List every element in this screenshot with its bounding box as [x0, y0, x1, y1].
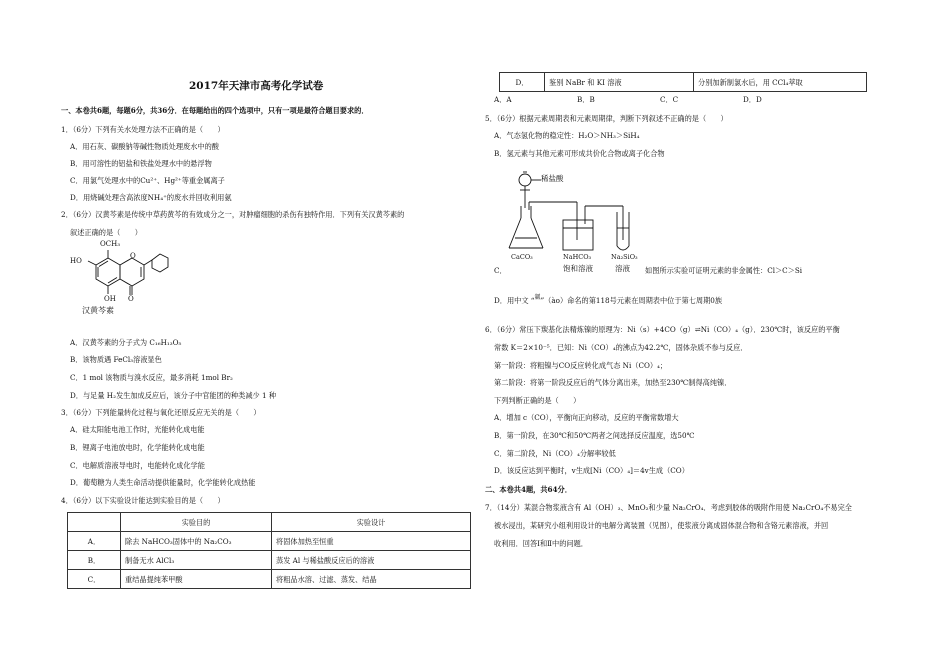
q3-option-a: A．硅太阳能电池工作时，光能转化成电能 [70, 425, 205, 434]
table-row [500, 73, 867, 92]
q3-option-d: D．葡萄糖为人类生命活动提供能量时，化学能转化成热能 [70, 478, 256, 487]
q3-stem: 3．（6分）下列能量转化过程与氧化还原反应无关的是（ ） [61, 408, 261, 417]
q6-judge: 下列判断正确的是（ ） [494, 396, 581, 405]
table-cell: A． [68, 532, 121, 551]
table-cell: 制备无水 AlCl₃ [121, 551, 272, 570]
q6-stem-cont: 常数 K＝2×10⁻⁵．已知：Ni（CO）₄的沸点为42.2℃，固体杂质不参与反应． [494, 343, 748, 352]
q3-option-b: B．锂离子电池放电时，化学能转化成电能 [70, 443, 205, 452]
q2-stem: 2．（6分）汉黄芩素是传统中草药黄芩的有效成分之一，对肿瘤细胞的杀伤有独特作用．下列有关汉黄芩素的 [61, 210, 405, 219]
section-1-heading: 一、本卷共6题，每题6分，共36分．在每题给出的四个选项中，只有一项是最符合题目要求的． [61, 106, 369, 115]
q4-stem: 4．（6分）以下实验设计能达到实验目的是（ ） [61, 496, 225, 505]
section-2-heading: 二、本卷共4题，共64分． [485, 485, 572, 494]
q7-line-1: 7．（14分）某混合物浆液含有 Al（OH）₃、MnO₂和少量 Na₂CrO₄．考虑到胶体的吸附作用使 Na₂CrO₄不易完全 [485, 503, 852, 512]
q6-option-a: A．增加 c（CO），平衡向正向移动，反应的平衡常数增大 [494, 413, 679, 422]
q7-line-2: 被水浸出，某研究小组利用设计的电解分离装置（见图），使浆液分离成固体混合物和含铬元素溶液，并回 [494, 521, 829, 530]
table-row [68, 570, 471, 589]
table-cell: D． [500, 73, 545, 92]
table-header-cell: 实验目的 [121, 513, 272, 532]
apparatus-svg [505, 166, 645, 278]
q2-option-a: A．汉黄芩素的分子式为 C₁₆H₁₃O₅ [70, 338, 182, 347]
table-cell: 将粗品水溶、过滤、蒸发、结晶 [272, 570, 471, 589]
q6-stem: 6．（6分）常压下羰基化法精炼镍的原理为：Ni（s）+4CO（g）⇌Ni（CO）₄（g）．230℃时，该反应的平衡 [485, 325, 840, 334]
struct-ho-label: HO [70, 257, 82, 265]
q1-option-c: C．用氯气处理水中的Cu²⁺、Hg²⁺等重金属离子 [70, 176, 225, 185]
q5-option-c-label: C． [494, 266, 507, 275]
q6-option-c: C．第二阶段，Ni（CO）₄分解率较低 [494, 449, 616, 458]
q3-option-c: C．电解质溶液导电时，电能转化成化学能 [70, 461, 205, 470]
q1-option-a: A．用石灰、碳酸钠等碱性物质处理废水中的酸 [70, 142, 219, 151]
fig-solution-label: 溶液 [615, 264, 630, 273]
table-header-cell [68, 513, 121, 532]
q4-table [67, 512, 471, 589]
q4-option-c: C．C [660, 95, 679, 104]
q1-option-b: B．用可溶性的铝盐和铁盐处理水中的悬浮物 [70, 159, 212, 168]
table-cell: 分别加新制氯水后，用 CCl₄萃取 [694, 73, 867, 92]
q2-option-c: C．1 mol 该物质与溴水反应，最多消耗 1mol Br₂ [70, 373, 233, 382]
q2-stem-cont: 叙述正确的是（ ） [70, 228, 142, 237]
fig-saturated-label: 饱和溶液 [563, 264, 593, 273]
q5-option-d-part1: D．用中文 “ [494, 296, 535, 305]
q4-option-d: D．D [743, 95, 762, 104]
table-row [68, 532, 471, 551]
hanhuangqinsu-structure [68, 240, 178, 320]
table-cell: 将固体加热至恒重 [272, 532, 471, 551]
fig-acid-label: 稀盐酸 [541, 174, 564, 183]
q6-step-1: 第一阶段：将粗镍与CO反应转化成气态 Ni（CO）₄； [494, 361, 668, 370]
q1-stem: 1．（6分）下列有关水处理方法不正确的是（ ） [61, 125, 225, 134]
page-title: 2017年天津市高考化学试卷 [189, 80, 324, 92]
struct-o-ring-label: O [130, 252, 136, 260]
q2-option-b: B．该物质遇 FeCl₃溶液显色 [70, 355, 162, 364]
q4-option-a: A．A [494, 95, 512, 104]
q1-option-d: D．用烧碱处理含高浓度NH₄⁺的废水并回收利用氨 [70, 193, 232, 202]
q6-option-b: B．第一阶段，在30℃和50℃两者之间选择反应温度，选50℃ [494, 431, 695, 440]
q5-option-d-part2: ”（ào）命名的第118号元素在周期表中位于第七周期0族 [540, 296, 723, 305]
table-cell: B． [68, 551, 121, 570]
q5-option-c: 如图所示实验可证明元素的非金属性：Cl＞C＞Si [645, 266, 803, 275]
q5-option-d-char: 氭 [534, 294, 541, 301]
fig-nahco3-label: NaHCO₃ [563, 253, 592, 261]
table-cell: 重结晶提纯苯甲酸 [121, 570, 272, 589]
apparatus-figure [505, 166, 645, 278]
table-header-cell: 实验设计 [272, 513, 471, 532]
table-cell: 除去 NaHCO₃固体中的 Na₂CO₃ [121, 532, 272, 551]
q5-option-a: A．气态氢化物的稳定性：H₂O＞NH₃＞SiH₄ [494, 131, 640, 140]
q5-stem: 5．（6分）根据元素周期表和元素周期律，判断下列叙述不正确的是（ ） [485, 114, 728, 123]
struct-o-carbonyl-label: O [128, 295, 134, 303]
struct-oh-label: OH [104, 295, 116, 303]
table-cell: C． [68, 570, 121, 589]
struct-caption: 汉黄芩素 [82, 306, 114, 315]
q6-option-d: D．该反应达到平衡时，v生成[Ni（CO）₄]＝4v生成（CO） [494, 466, 689, 475]
struct-och3-label: OCH₃ [100, 240, 121, 248]
q4-table-continued [499, 72, 867, 92]
q2-option-d: D．与足量 H₂发生加成反应后，该分子中官能团的种类减少 1 种 [70, 391, 277, 400]
q7-line-3: 收利用．回答Ⅰ和Ⅱ中的问题． [494, 539, 588, 548]
table-cell: 鉴别 NaBr 和 KI 溶液 [545, 73, 694, 92]
fig-na2sio3-label: Na₂SiO₃ [611, 253, 638, 261]
q4-option-b: B．B [577, 95, 595, 104]
table-header-row [68, 513, 471, 532]
q5-option-b: B．氢元素与其他元素可形成共价化合物或离子化合物 [494, 149, 665, 158]
q5-option-d [494, 296, 722, 306]
table-row [68, 551, 471, 570]
fig-caco3-label: CaCO₃ [511, 253, 533, 261]
q6-step-2: 第二阶段：将第一阶段反应后的气体分离出来，加热至230℃制得高纯镍． [494, 378, 732, 387]
table-cell: 蒸发 Al 与稀盐酸反应后的溶液 [272, 551, 471, 570]
